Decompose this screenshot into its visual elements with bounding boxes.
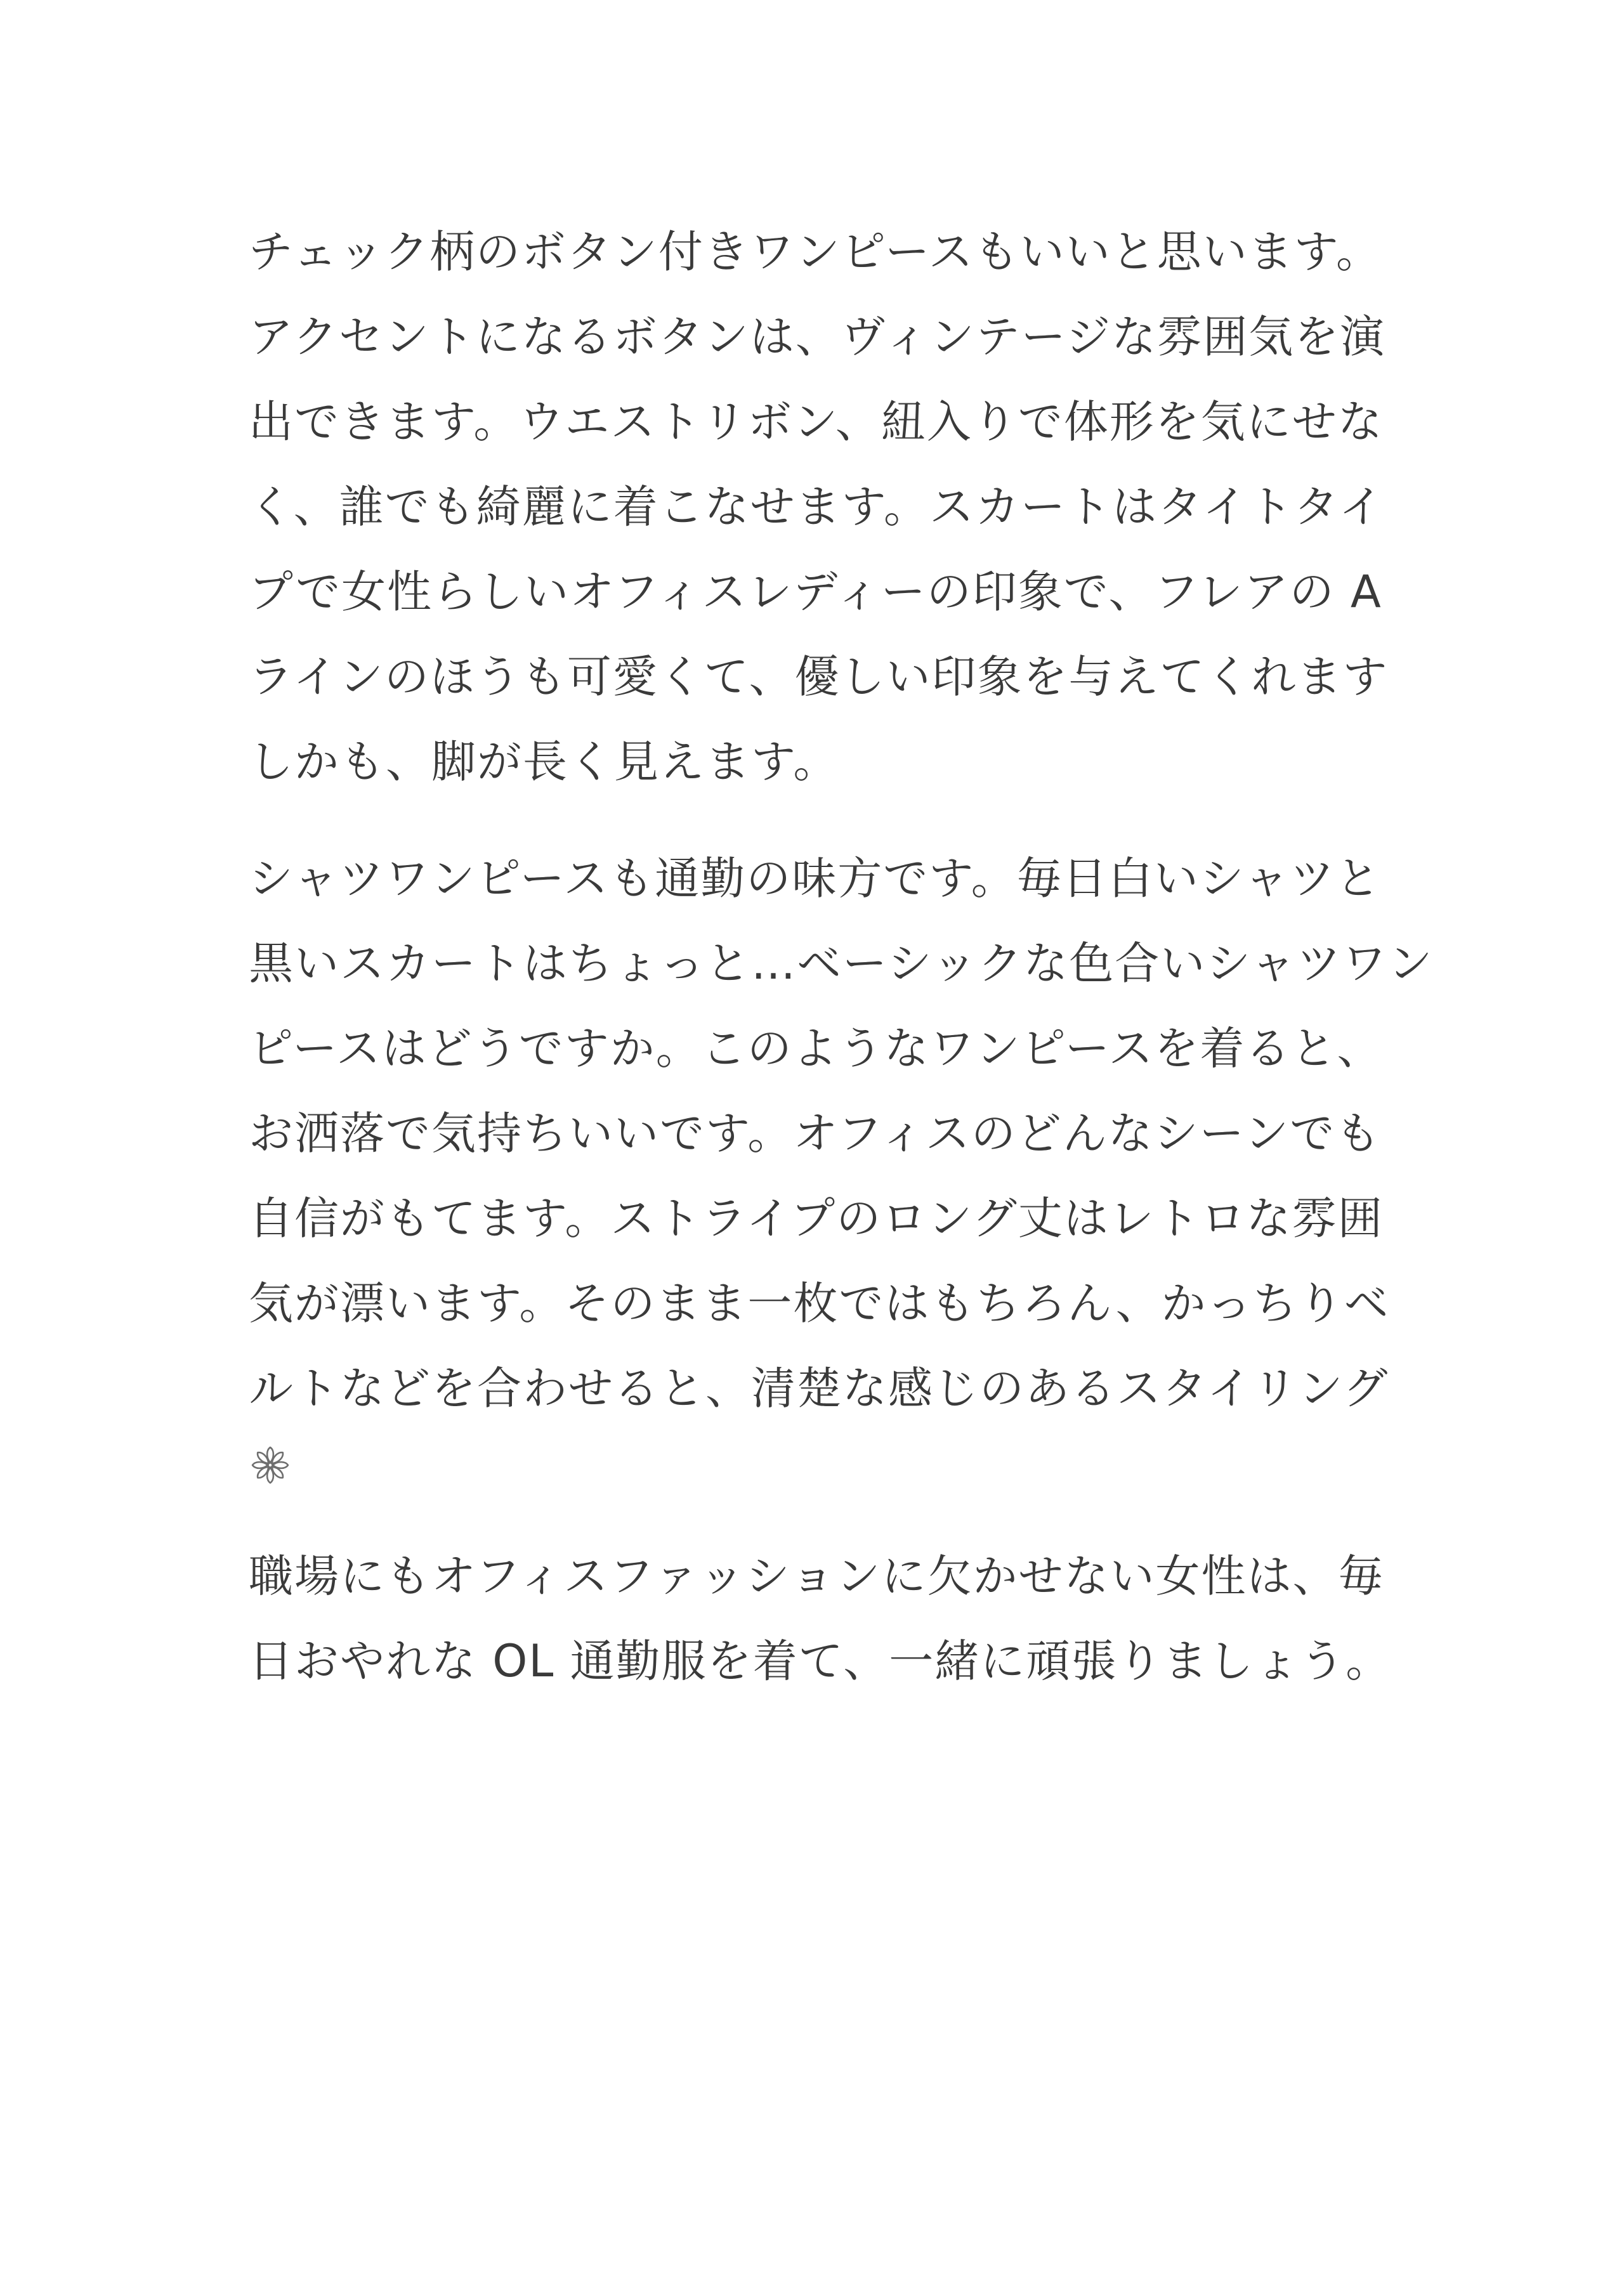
- text-line: チェック柄のボタン付きワンピースもいいと思います。: [249, 226, 1382, 278]
- text-line: 職場にもオフィスファッションに欠かせない女性は、毎: [249, 1550, 1384, 1602]
- text-line: ピースはどうですか。このようなワンピースを着ると、: [249, 1022, 1383, 1074]
- text-line: しかも、脚が長く見えます。: [249, 736, 839, 788]
- paragraph-spacer: [249, 804, 1384, 836]
- text-line: プで女性らしいオフィスレディーの印象で、フレアの A: [249, 566, 1382, 618]
- text-line: 自信がもてます。ストライプのロング丈はレトロな雰囲: [249, 1192, 1384, 1244]
- text-line: お洒落で気持ちいいです。オフィスのどんなシーンでも: [249, 1107, 1382, 1159]
- text-line: 気が漂います。そのまま一枚ではもちろん、かっちりベ: [249, 1277, 1390, 1329]
- text-line: アクセントになるボタンは、ヴィンテージな雰囲気を演: [249, 311, 1386, 363]
- text-line: シャツワンピースも通勤の味方です。毎日白いシャツと: [249, 852, 1382, 904]
- text-line: く、誰でも綺麗に着こなせます。スカートはタイトタイ: [249, 481, 1385, 533]
- text-line: 黒いスカートはちょっと…ベーシックな色合いシャツワン: [249, 937, 1434, 989]
- text-line: 出できます。ウエストリボン、紐入りで体形を気にせな: [249, 396, 1384, 448]
- emoji-line: [249, 1431, 1384, 1516]
- paragraph-one: [249, 209, 1389, 804]
- paragraph-three: [249, 1534, 1392, 1704]
- flower-icon: [250, 1445, 291, 1485]
- text-line: ルトなどを合わせると、清楚な感じのあるスタイリング: [249, 1362, 1389, 1414]
- paragraph-two: [249, 836, 1434, 1516]
- text-line: 日おやれな OL 通勤服を着て、一緒に頑張りましょう。: [249, 1635, 1392, 1687]
- text-line: ラインのほうも可愛くて、優しい印象を与えてくれます: [249, 651, 1389, 703]
- paragraph-spacer: [249, 1516, 1384, 1534]
- article-body: [249, 209, 1434, 1704]
